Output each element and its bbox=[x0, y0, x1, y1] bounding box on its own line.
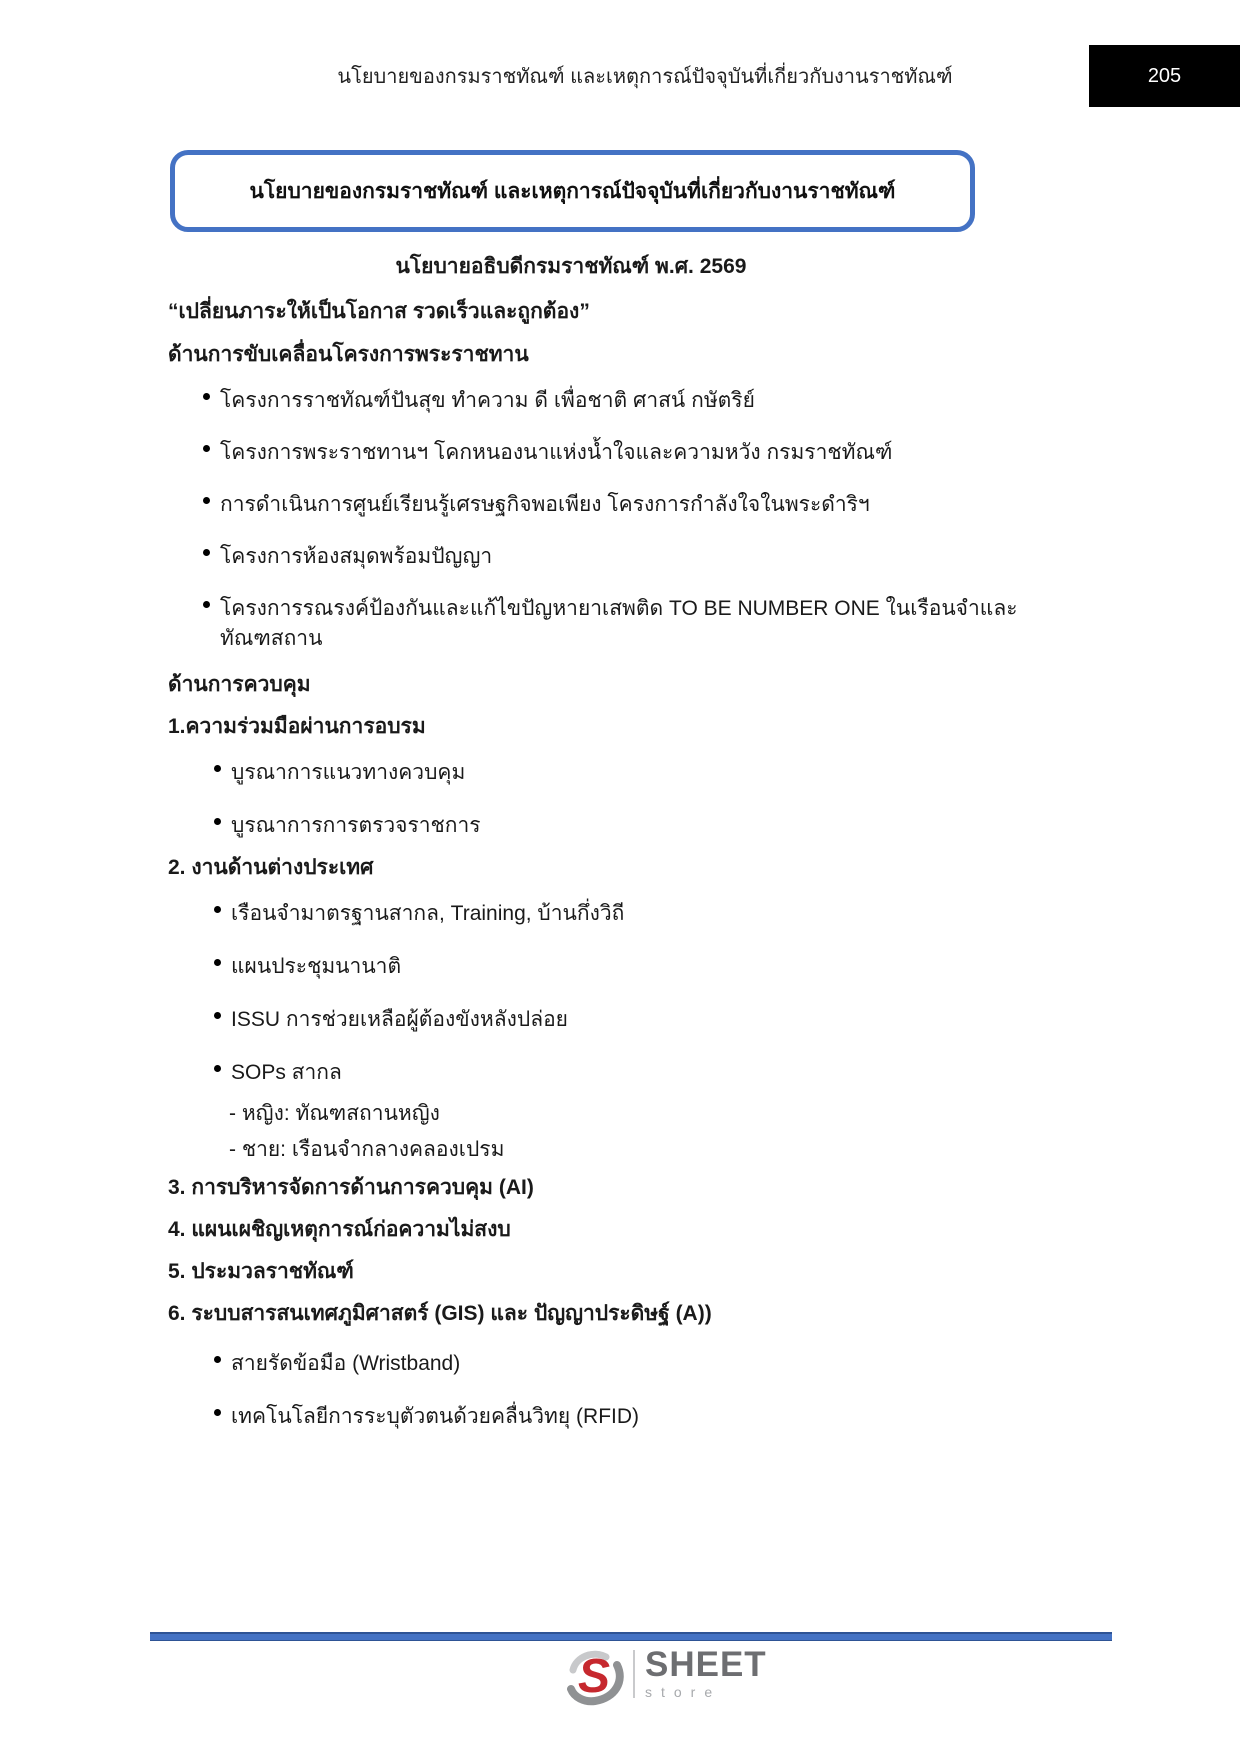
logo-s-icon bbox=[563, 1648, 625, 1706]
page-number-badge bbox=[1089, 45, 1240, 107]
numbered-heading-4: 4. แผนเผชิญเหตุการณ์ก่อความไม่สงบ bbox=[168, 1218, 511, 1241]
list-item bbox=[214, 1005, 1116, 1035]
title-box bbox=[170, 150, 975, 232]
bullet-text: แผนประชุมนานาติ bbox=[231, 955, 402, 978]
logo-subname: store bbox=[645, 1684, 722, 1700]
list-item bbox=[214, 952, 1116, 982]
numbered-heading-6: 6. ระบบสารสนเทศภูมิศาสตร์ (GIS) และ ปัญญาประดิษฐ์ (A)) bbox=[168, 1302, 712, 1325]
section-heading-control: ด้านการควบคุม bbox=[168, 673, 311, 696]
list-item bbox=[203, 438, 1116, 468]
international-bullet-list bbox=[168, 899, 1116, 1088]
list-item bbox=[214, 1058, 1116, 1088]
bullet-text: โครงการรณรงค์ป้องกันและแก้ไขปัญหายาเสพติด TO BE NUMBER ONE ในเรือนจำและทัณฑสถาน bbox=[220, 597, 1018, 650]
gis-bullet-list bbox=[168, 1349, 1116, 1432]
bullet-text: โครงการห้องสมุดพร้อมปัญญา bbox=[220, 545, 493, 568]
numbered-heading-3: 3. การบริหารจัดการด้านการควบคุม (AI) bbox=[168, 1176, 534, 1199]
title-box-text: นโยบายของกรมราชทัณฑ์ และเหตุการณ์ปัจจุบันที่เกี่ยวกับงานราชทัณฑ์ bbox=[249, 179, 896, 203]
motto-line: “เปลี่ยนภาระให้เป็นโอกาส รวดเร็วและถูกต้อง” bbox=[168, 300, 590, 323]
bullet-text: เรือนจำมาตรฐานสากล, Training, บ้านกึ่งวิถี bbox=[231, 902, 625, 925]
list-item bbox=[203, 542, 1116, 572]
bullet-text: การดำเนินการศูนย์เรียนรู้เศรษฐกิจพอเพียง โครงการกำลังใจในพระดำริฯ bbox=[220, 493, 870, 516]
list-item bbox=[214, 1349, 1116, 1379]
list-item bbox=[214, 758, 1116, 788]
footer-rule bbox=[150, 1632, 1112, 1641]
subtitle: นโยบายอธิบดีกรมราชทัณฑ์ พ.ศ. 2569 bbox=[395, 255, 747, 278]
bullet-text: SOPs สากล bbox=[231, 1061, 342, 1084]
bullet-icon bbox=[214, 1409, 221, 1416]
bullet-icon bbox=[214, 959, 221, 966]
bullet-icon bbox=[214, 1012, 221, 1019]
bullet-icon bbox=[214, 765, 221, 772]
list-item bbox=[214, 1402, 1116, 1432]
sops-sub-list bbox=[168, 1099, 1116, 1165]
list-item bbox=[203, 386, 1116, 416]
bullet-text: ISSU การช่วยเหลือผู้ต้องขังหลังปล่อย bbox=[231, 1008, 568, 1031]
bullet-icon bbox=[214, 1356, 221, 1363]
bullet-icon bbox=[214, 818, 221, 825]
logo-divider bbox=[633, 1650, 635, 1698]
royal-bullet-list bbox=[168, 386, 1116, 654]
bullet-text: บูรณาการแนวทางควบคุม bbox=[231, 761, 466, 784]
brand-logo bbox=[563, 1645, 767, 1706]
bullet-icon bbox=[203, 393, 210, 400]
list-item bbox=[203, 594, 1116, 654]
dash-item: - หญิง: ทัณฑสถานหญิง bbox=[229, 1102, 440, 1125]
section-heading-royal: ด้านการขับเคลื่อนโครงการพระราชทาน bbox=[168, 343, 529, 366]
bullet-icon bbox=[203, 549, 210, 556]
list-item bbox=[214, 811, 1116, 841]
page-header-title: นโยบายของกรมราชทัณฑ์ และเหตุการณ์ปัจจุบันที่เกี่ยวกับงานราชทัณฑ์ bbox=[337, 66, 953, 88]
list-item bbox=[203, 490, 1116, 520]
bullet-icon bbox=[203, 445, 210, 452]
bullet-text: สายรัดข้อมือ (Wristband) bbox=[231, 1352, 461, 1375]
numbered-heading-2: 2. งานด้านต่างประเทศ bbox=[168, 856, 374, 879]
dash-item: - ชาย: เรือนจำกลางคลองเปรม bbox=[229, 1138, 505, 1161]
numbered-heading-1: 1.ความร่วมมือผ่านการอบรม bbox=[168, 715, 426, 738]
numbered-heading-5: 5. ประมวลราชทัณฑ์ bbox=[168, 1260, 354, 1283]
bullet-icon bbox=[203, 601, 210, 608]
training-bullet-list bbox=[168, 758, 1116, 841]
bullet-text: โครงการราชทัณฑ์ปันสุข ทำความ ดี เพื่อชาติ ศาสน์ กษัตริย์ bbox=[220, 389, 755, 412]
logo-name: SHEET bbox=[645, 1645, 767, 1684]
page-number: 205 bbox=[1147, 64, 1182, 87]
bullet-text: บูรณาการการตรวจราชการ bbox=[231, 814, 481, 837]
document-body bbox=[168, 252, 1116, 1432]
bullet-text: โครงการพระราชทานฯ โคกหนองนาแห่งน้ำใจและความหวัง กรมราชทัณฑ์ bbox=[220, 441, 893, 464]
list-item bbox=[214, 899, 1116, 929]
svg-text:S: S bbox=[577, 1650, 611, 1703]
bullet-text: เทคโนโลยีการระบุตัวตนด้วยคลื่นวิทยุ (RFID) bbox=[231, 1405, 640, 1428]
bullet-icon bbox=[214, 906, 221, 913]
bullet-icon bbox=[214, 1065, 221, 1072]
logo-text-block bbox=[645, 1645, 767, 1700]
bullet-icon bbox=[203, 497, 210, 504]
